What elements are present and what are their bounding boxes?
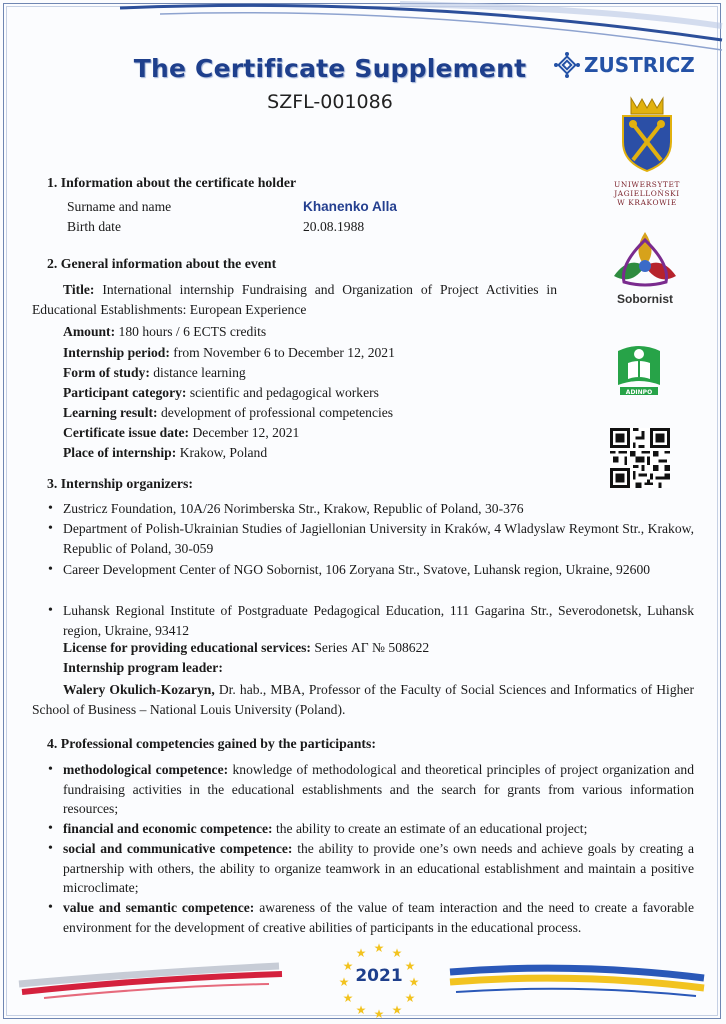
star-icon: ★ [408, 975, 420, 989]
list-item: • Zustricz Foundation, 10A/26 Norimberska Str., Krakow, Republic of Poland, 30-376 [48, 501, 524, 516]
star-icon: ★ [355, 946, 367, 960]
star-icon: ★ [342, 991, 354, 1005]
sobornist-logo [606, 230, 684, 306]
list-item: • Department of Polish-Ukrainian Studies of Jagiellonian University in Kraków, 4 Wladyslaw Reymont Str., Krakow, Republic of Poland, 30-059 [48, 521, 694, 556]
amount-row: Amount: 180 hours / 6 ECTS credits [63, 324, 267, 339]
footer-year: 2021 [355, 966, 403, 986]
adinpo-book-icon [614, 337, 664, 397]
section-1-heading: 1. Information about the certificate holder [47, 175, 297, 190]
adinpo-logo-text: ADINPO [625, 389, 653, 396]
event-title-label: Title: [63, 282, 95, 297]
birth-date-label: Birth date [67, 219, 121, 234]
sobornist-triangle-icon [610, 230, 680, 288]
star-icon: ★ [373, 941, 385, 955]
event-title-value: International internship Fundraising and Organization of Project Activities in Educational Establishments: European Experience [32, 282, 557, 317]
university-name-text: UNIWERSYTET JAGIELLOŃSKI W KRAKOWIE [614, 180, 680, 207]
holder-name-label: Surname and name [67, 199, 172, 214]
section-3-heading: 3. Internship organizers: [47, 476, 194, 491]
jagiellonian-university-logo [602, 96, 692, 207]
star-icon: ★ [391, 946, 403, 960]
form-of-study-row: Form of study: distance learning [63, 365, 246, 380]
program-leader-name: Walery Okulich-Kozaryn, [63, 682, 215, 697]
star-icon: ★ [404, 959, 416, 973]
zustricz-logo [554, 52, 695, 78]
star-icon: ★ [355, 1003, 367, 1017]
certificate-issue-date-row: Certificate issue date: December 12, 2021 [63, 425, 300, 440]
place-of-internship-row: Place of internship: Krakow, Poland [63, 445, 268, 460]
program-leader-label: Internship program leader: [63, 660, 223, 675]
zustricz-logo-text: ZUSTRICZ [584, 53, 695, 77]
star-icon: ★ [338, 975, 350, 989]
list-item: • social and communicative competence: the ability to provide one’s own needs and achieve goals by creating a partnership with others, the ability to organize teamwork in an educational establishment and maintain a positive microclimate; [48, 841, 694, 895]
participant-category-row: Participant category: scientific and pedagogical workers [63, 385, 379, 400]
license-row: License for providing educational services: Series АГ № 508622 [63, 640, 430, 655]
star-icon: ★ [342, 959, 354, 973]
sobornist-logo-text: Sobornist [617, 292, 673, 306]
star-icon: ★ [404, 991, 416, 1005]
certificate-code: SZFL-001086 [267, 91, 393, 113]
university-crest-icon [617, 96, 677, 172]
star-icon: ★ [391, 1003, 403, 1017]
list-item: • financial and economic competence: the ability to create an estimate of an educational project; [48, 821, 588, 836]
birth-date-value: 20.08.1988 [303, 219, 365, 234]
qr-code-icon [610, 428, 670, 488]
program-leader-description: Walery Okulich-Kozaryn, Dr. hab., MBA, Professor of the Faculty of Social Sciences and Informatics of Higher School of Business – National Louis University (Poland). [32, 682, 694, 717]
list-item: • Luhansk Regional Institute of Postgraduate Pedagogical Education, 111 Gagarina Str., Severodonetsk, Luhansk region, Ukraine, 93412 [48, 603, 694, 638]
list-item: • value and semantic competence: awareness of the value of team interaction and the need to create a favorable environment for the development of creative abilities of participants in the educational process. [48, 900, 694, 935]
list-item: • Career Development Center of NGO Sobornist, 106 Zoryana Str., Svatove, Luhansk region, Ukraine, 92600 [48, 562, 651, 577]
adinpo-logo [614, 337, 664, 401]
section-2-heading: 2. General information about the event [47, 256, 277, 271]
zustricz-ornament-icon [554, 52, 580, 78]
internship-period-row: Internship period: from November 6 to December 12, 2021 [63, 345, 395, 360]
ukraine-flag-swoosh [446, 958, 708, 1008]
event-title [32, 280, 557, 319]
learning-result-row: Learning result: development of professional competencies [63, 405, 394, 420]
star-icon: ★ [373, 1007, 385, 1018]
poland-flag-swoosh [14, 958, 284, 1008]
holder-name-value: Khanenko Alla [303, 199, 397, 214]
page-title: The Certificate Supplement [133, 54, 527, 83]
section-4-heading: 4. Professional competencies gained by the participants: [47, 736, 376, 751]
list-item: • methodological competence: knowledge of methodological and theoretical principles of project organization and fundraising activities in the educational establishments and the search for grants from various information resources; [48, 762, 694, 816]
